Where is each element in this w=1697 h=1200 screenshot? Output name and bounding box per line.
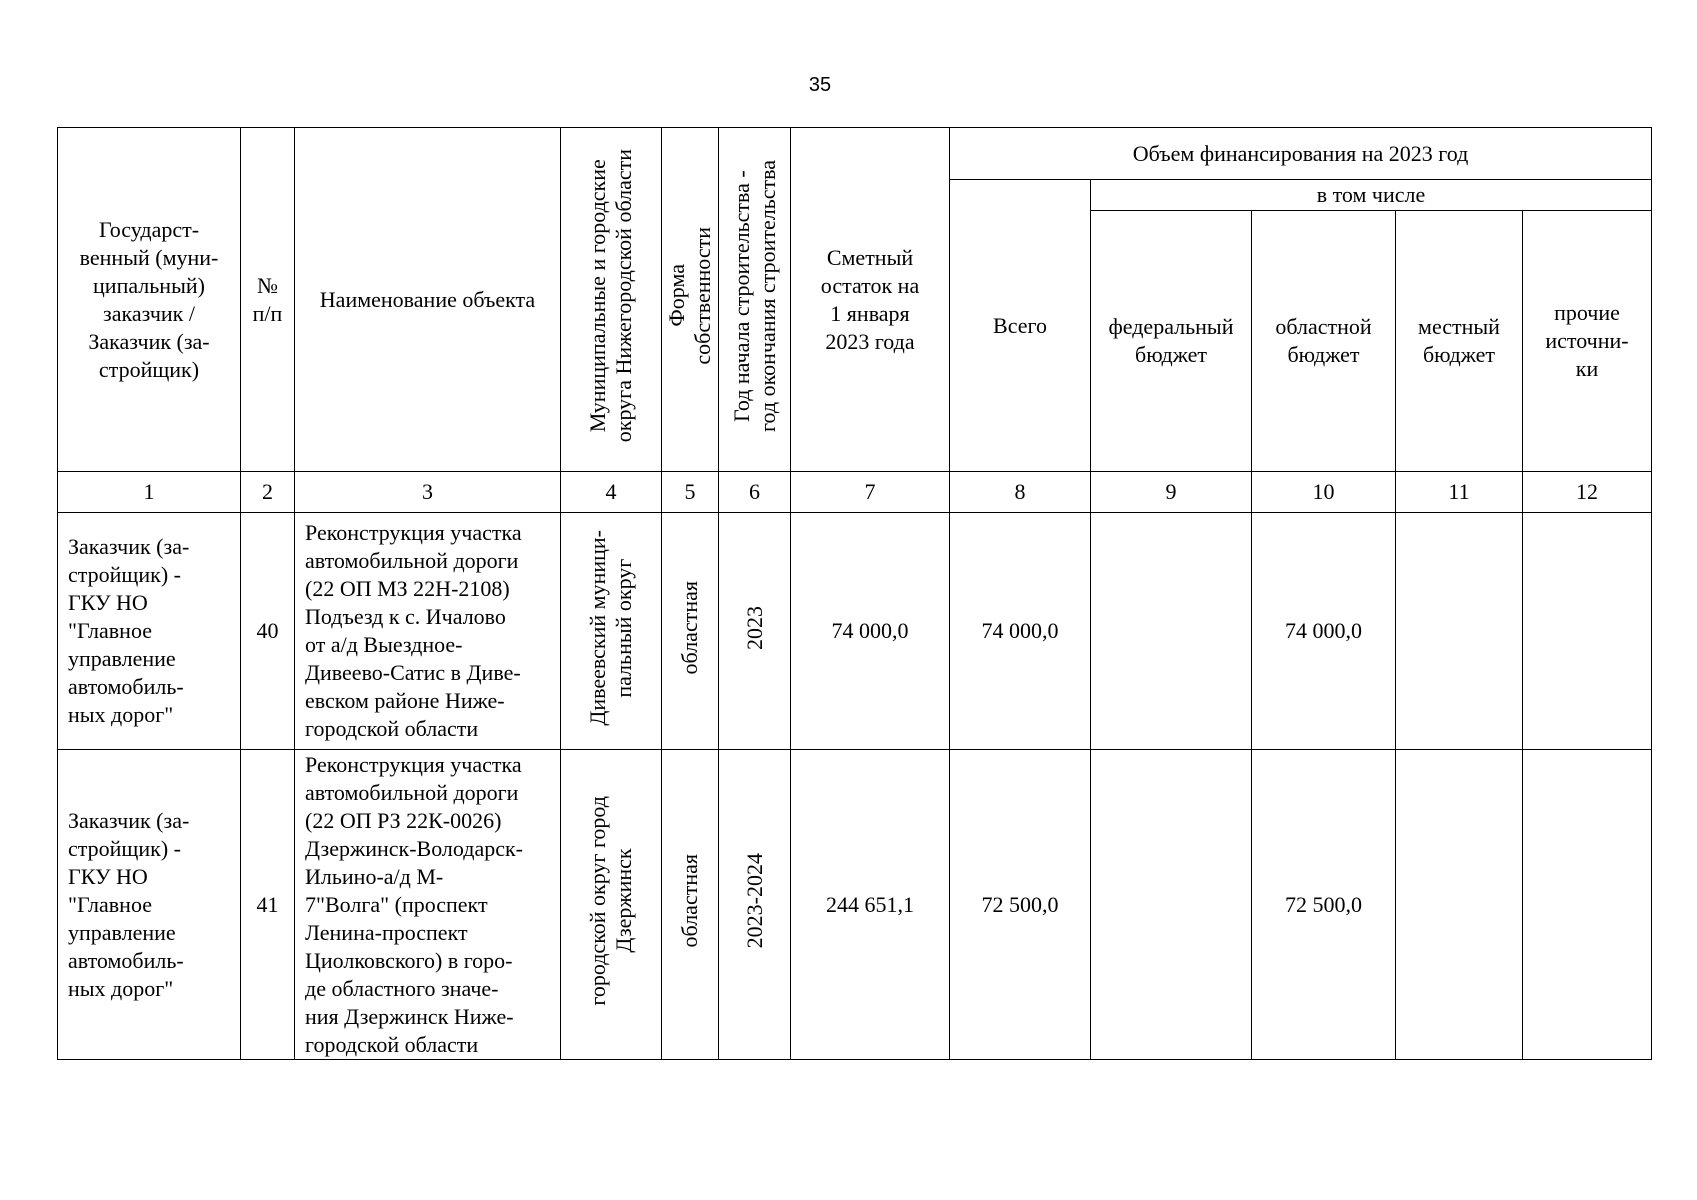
- total-cell: 72 500,0: [950, 750, 1091, 1060]
- regional-cell: 72 500,0: [1252, 750, 1396, 1060]
- other-cell: [1523, 750, 1652, 1060]
- header-row-1: [58, 128, 1652, 180]
- estimate-cell: 74 000,0: [791, 513, 950, 750]
- header-other: прочие источни- ки: [1523, 211, 1652, 472]
- estimate-cell: 244 651,1: [791, 750, 950, 1060]
- financing-table: [57, 127, 1652, 1060]
- header-years: Год начала строительства - год окончания строительства: [719, 128, 791, 472]
- other-cell: [1523, 513, 1652, 750]
- header-number: № п/п: [241, 128, 295, 472]
- header-ownership: Форма собственности: [662, 128, 719, 472]
- local-cell: [1396, 750, 1523, 1060]
- object-name-cell: Реконструкция участка автомобильной дороги (22 ОП РЗ 22К-0026) Дзержинск-Володарск- Ильино-а/д М- 7"Волга" (проспект Ленина-проспект Циолковского) в горо- де областного значе- ния Дзержинск Ниже- городской области: [295, 750, 561, 1060]
- column-number: 4: [561, 472, 662, 513]
- column-number: 11: [1396, 472, 1523, 513]
- column-number: 1: [58, 472, 241, 513]
- header-object-name: Наименование объекта: [295, 128, 561, 472]
- header-customer: Государст- венный (муни- ципальный) заказчик / Заказчик (за- стройщик): [58, 128, 241, 472]
- federal-cell: [1091, 513, 1252, 750]
- customer-cell: Заказчик (за- стройщик) - ГКУ НО "Главное управление автомобиль- ных дорог": [58, 513, 241, 750]
- column-number: 9: [1091, 472, 1252, 513]
- column-number: 3: [295, 472, 561, 513]
- table-row: [58, 513, 1652, 750]
- row-number-cell: 41: [241, 750, 295, 1060]
- column-number: 2: [241, 472, 295, 513]
- object-name-cell: Реконструкция участка автомобильной дороги (22 ОП МЗ 22Н-2108) Подъезд к с. Ичалово от а/д Выездное- Дивеево-Сатис в Диве- евском районе Ниже- городской области: [295, 513, 561, 750]
- local-cell: [1396, 513, 1523, 750]
- header-total: Всего: [950, 180, 1091, 472]
- table-row: [58, 750, 1652, 1060]
- header-funding-title: Объем финансирования на 2023 год: [950, 128, 1652, 180]
- column-number: 7: [791, 472, 950, 513]
- header-including: в том числе: [1091, 180, 1652, 211]
- header-estimate: Сметный остаток на 1 января 2023 года: [791, 128, 950, 472]
- district-cell: Дивеевский муници- пальный округ: [561, 513, 662, 750]
- column-number: 5: [662, 472, 719, 513]
- header-regional: областной бюджет: [1252, 211, 1396, 472]
- regional-cell: 74 000,0: [1252, 513, 1396, 750]
- column-number: 12: [1523, 472, 1652, 513]
- years-cell: 2023-2024: [719, 750, 791, 1060]
- column-number: 8: [950, 472, 1091, 513]
- ownership-cell: областная: [662, 750, 719, 1060]
- column-number: 10: [1252, 472, 1396, 513]
- header-local: местный бюджет: [1396, 211, 1523, 472]
- header-district: Муниципальные и городские округа Нижегородской области: [561, 128, 662, 472]
- page-number: 35: [808, 74, 832, 96]
- customer-cell: Заказчик (за- стройщик) - ГКУ НО "Главное управление автомобиль- ных дорог": [58, 750, 241, 1060]
- federal-cell: [1091, 750, 1252, 1060]
- column-number: 6: [719, 472, 791, 513]
- ownership-cell: областная: [662, 513, 719, 750]
- row-number-cell: 40: [241, 513, 295, 750]
- total-cell: 74 000,0: [950, 513, 1091, 750]
- district-cell: городской округ город Дзержинск: [561, 750, 662, 1060]
- years-cell: 2023: [719, 513, 791, 750]
- header-federal: федеральный бюджет: [1091, 211, 1252, 472]
- column-numbers-row: [58, 472, 1652, 513]
